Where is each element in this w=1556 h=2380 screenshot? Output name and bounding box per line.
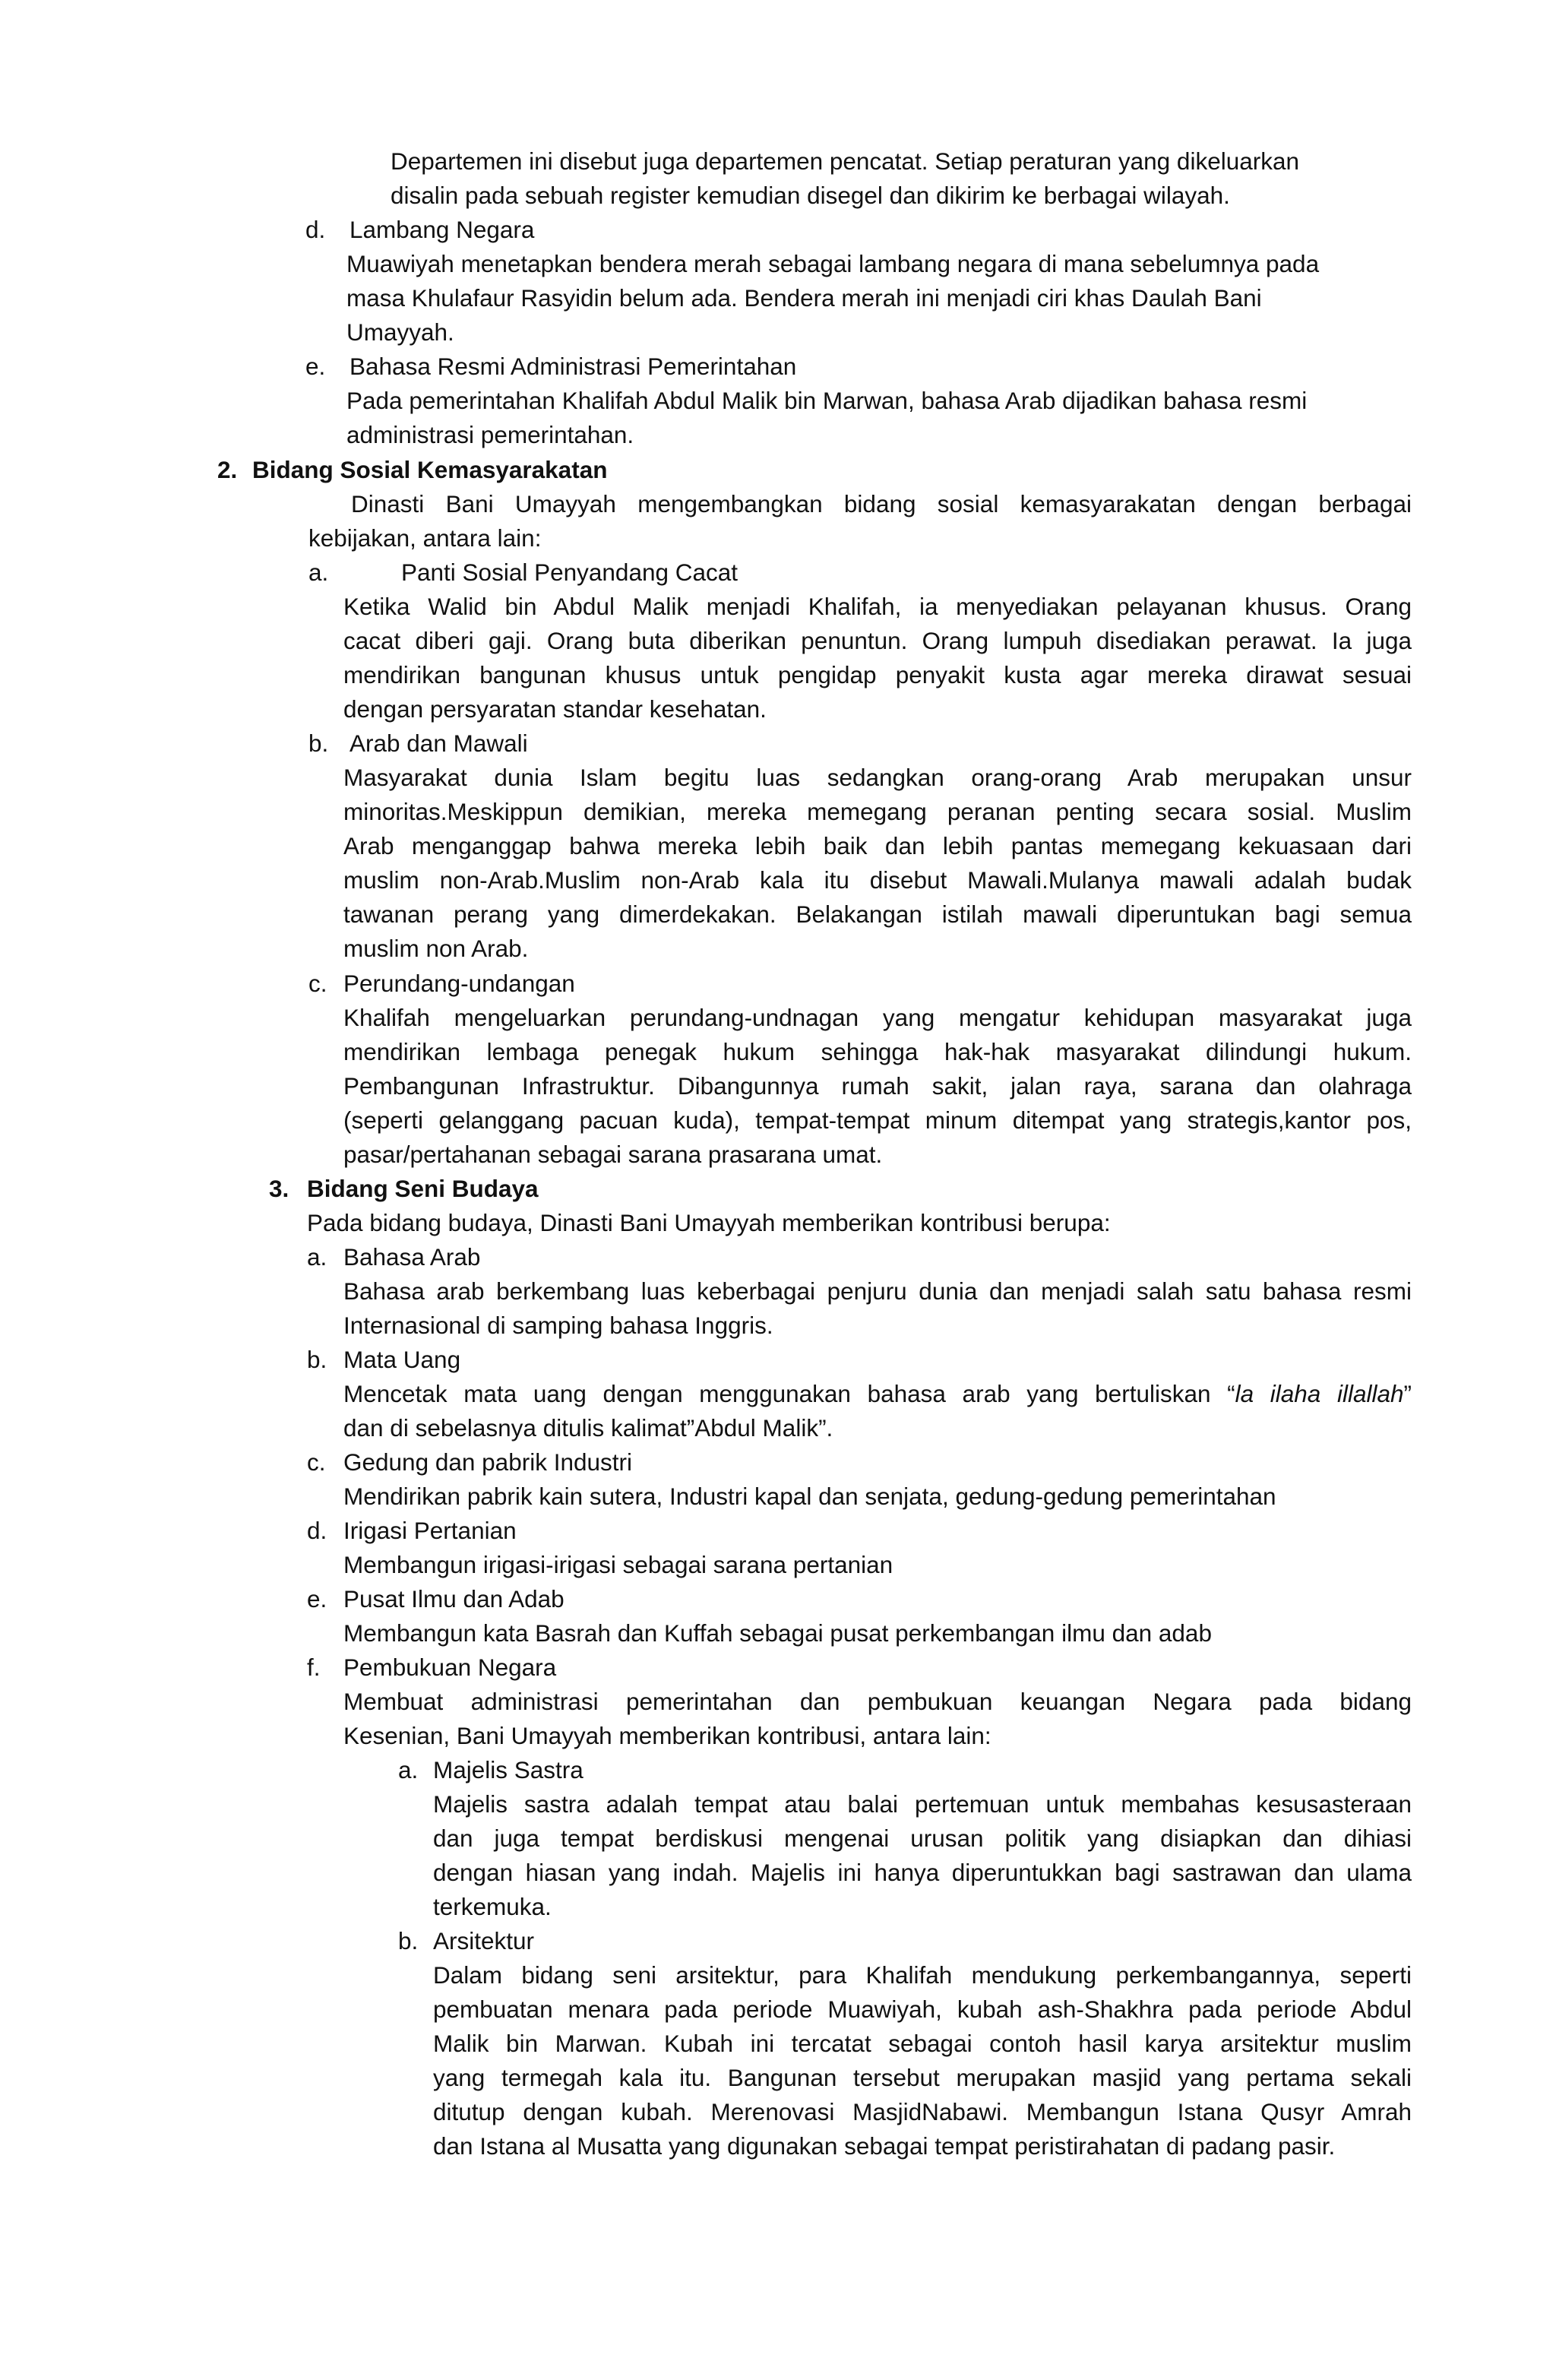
s2-item-b-heading: Arab dan Mawali — [349, 730, 528, 757]
s3-item-b-heading: Mata Uang — [343, 1346, 461, 1373]
s2-item-b-line-4: muslim non-Arab.Muslim non-Arab kala itu disebut Mawali.Mulanya mawali adalah budak — [343, 866, 1412, 894]
s2-item-c-line-3: Pembangunan Infrastruktur. Dibangunnya rumah sakit, jalan raya, sarana dan olahraga — [343, 1072, 1412, 1100]
s2-item-a-heading: Panti Sosial Penyandang Cacat — [401, 559, 738, 586]
item-e-label: e. — [305, 353, 326, 380]
s2-item-a-line-3: mendirikan bangunan khusus untuk pengidap penyakit kusta agar mereka dirawat sesuai — [343, 661, 1412, 688]
s2-item-a-label: a. — [308, 559, 329, 586]
s3-item-e-line: Membangun kata Basrah dan Kuffah sebagai pusat perkembangan ilmu dan adab — [343, 1619, 1212, 1647]
s3-sub-a-line-3: dengan hiasan yang indah. Majelis ini hanya diperuntukkan bagi sastrawan dan ulama — [433, 1859, 1412, 1886]
section-3-title: Bidang Seni Budaya — [307, 1175, 539, 1202]
item-e-heading: Bahasa Resmi Administrasi Pemerintahan — [349, 353, 797, 380]
section-2-number: 2. — [217, 456, 238, 483]
s3-item-f-line-1: Membuat administrasi pemerintahan dan pembukuan keuangan Negara pada bidang — [343, 1688, 1412, 1715]
s3-item-a-line-1: Bahasa arab berkembang luas keberbagai penjuru dunia dan menjadi salah satu bahasa resmi — [343, 1277, 1412, 1305]
s2-item-b-line-1: Masyarakat dunia Islam begitu luas sedangkan orang-orang Arab merupakan unsur — [343, 764, 1412, 791]
s3-item-e-label: e. — [307, 1585, 327, 1613]
s3-item-c-label: c. — [307, 1448, 326, 1476]
s3-item-d-line: Membangun irigasi-irigasi sebagai sarana pertanian — [343, 1551, 893, 1578]
s2-item-b-label: b. — [308, 730, 329, 757]
section-2-intro-line-1: Dinasti Bani Umayyah mengembangkan bidang sosial kemasyarakatan dengan berbagai — [351, 490, 1412, 517]
s2-item-a-line-2: cacat diberi gaji. Orang buta diberikan penuntun. Orang lumpuh disediakan perawat. Ia juga — [343, 627, 1412, 654]
s3-item-b-line-2: dan di sebelasnya ditulis kalimat”Abdul Malik”. — [343, 1414, 833, 1442]
s2-item-c-line-5: pasar/pertahanan sebagai sarana prasarana umat. — [343, 1141, 883, 1168]
s3-sub-a-line-4: terkemuka. — [433, 1893, 552, 1920]
s3-item-c-line: Mendirikan pabrik kain sutera, Industri kapal dan senjata, gedung-gedung pemerintahan — [343, 1483, 1276, 1510]
s2-item-a-line-4: dengan persyaratan standar kesehatan. — [343, 695, 767, 723]
s3-sub-a-heading: Majelis Sastra — [433, 1756, 584, 1783]
continuation-line-2: disalin pada sebuah register kemudian disegel dan dikirim ke berbagai wilayah. — [391, 182, 1230, 209]
s2-item-b-line-3: Arab menganggap bahwa mereka lebih baik dan lebih pantas memegang kekuasaan dari — [343, 832, 1412, 859]
s2-item-b-line-2: minoritas.Meskippun demikian, mereka memegang peranan penting secara sosial. Muslim — [343, 798, 1412, 825]
s3-item-c-heading: Gedung dan pabrik Industri — [343, 1448, 632, 1476]
s3-sub-b-line-5: ditutup dengan kubah. Merenovasi MasjidNabawi. Membangun Istana Qusyr Amrah — [433, 2098, 1412, 2125]
s2-item-a-line-1: Ketika Walid bin Abdul Malik menjadi Khalifah, ia menyediakan pelayanan khusus. Orang — [343, 593, 1412, 620]
s3-sub-b-line-2: pembuatan menara pada periode Muawiyah, kubah ash-Shakhra pada periode Abdul — [433, 1995, 1412, 2023]
s3-sub-a-line-2: dan juga tempat berdiskusi mengenai urusan politik yang disiapkan dan dihiasi — [433, 1825, 1412, 1852]
s3-sub-b-line-1: Dalam bidang seni arsitektur, para Khalifah mendukung perkembangannya, seperti — [433, 1961, 1412, 1989]
s3-sub-b-line-3: Malik bin Marwan. Kubah ini tercatat sebagai contoh hasil karya arsitektur muslim — [433, 2030, 1412, 2057]
section-3-number: 3. — [269, 1175, 289, 1202]
s3-item-d-label: d. — [307, 1517, 327, 1544]
s3-item-a-label: a. — [307, 1243, 327, 1271]
item-d-heading: Lambang Negara — [349, 216, 535, 243]
s3-sub-b-line-6: dan Istana al Musatta yang digunakan sebagai tempat peristirahatan di padang pasir. — [433, 2132, 1336, 2160]
s3-item-b-line-1-text: Mencetak mata uang dengan menggunakan bahasa arab yang bertuliskan “ — [343, 1380, 1235, 1407]
item-e-line-2: administrasi pemerintahan. — [346, 421, 634, 448]
s3-sub-a-label: a. — [398, 1756, 419, 1783]
s3-item-b-closing-quote: ” — [1403, 1380, 1412, 1407]
s3-sub-a-line-1: Majelis sastra adalah tempat atau balai pertemuan untuk membahas kesusasteraan — [433, 1790, 1412, 1818]
item-d-label: d. — [305, 216, 326, 243]
s3-item-f-line-2: Kesenian, Bani Umayyah memberikan kontribusi, antara lain: — [343, 1722, 991, 1749]
item-d-line-1: Muawiyah menetapkan bendera merah sebagai lambang negara di mana sebelumnya pada — [346, 250, 1320, 277]
s2-item-c-line-4: (seperti gelanggang pacuan kuda), tempat-tempat minum ditempat yang strategis,kantor pos, — [343, 1106, 1412, 1134]
s2-item-c-line-1: Khalifah mengeluarkan perundang-undnagan yang mengatur kehidupan masyarakat juga — [343, 1004, 1412, 1031]
s3-item-f-heading: Pembukuan Negara — [343, 1654, 557, 1681]
s3-item-b-line-1 — [343, 1377, 1412, 1410]
item-d-line-2: masa Khulafaur Rasyidin belum ada. Bendera merah ini menjadi ciri khas Daulah Bani — [346, 284, 1262, 312]
s3-sub-b-label: b. — [398, 1927, 419, 1954]
item-e-line-1: Pada pemerintahan Khalifah Abdul Malik bin Marwan, bahasa Arab dijadikan bahasa resmi — [346, 387, 1308, 414]
s2-item-b-line-6: muslim non Arab. — [343, 935, 529, 962]
section-3-intro: Pada bidang budaya, Dinasti Bani Umayyah memberikan kontribusi berupa: — [307, 1209, 1111, 1236]
s2-item-b-line-5: tawanan perang yang dimerdekakan. Belakangan istilah mawali diperuntukan bagi semua — [343, 900, 1412, 928]
s3-item-d-heading: Irigasi Pertanian — [343, 1517, 517, 1544]
s2-item-c-heading: Perundang-undangan — [343, 970, 575, 997]
s2-item-c-label: c. — [308, 970, 327, 997]
s3-item-e-heading: Pusat Ilmu dan Adab — [343, 1585, 565, 1613]
section-2-title: Bidang Sosial Kemasyarakatan — [252, 456, 608, 483]
section-2-intro-line-2: kebijakan, antara lain: — [308, 524, 542, 552]
continuation-line-1: Departemen ini disebut juga departemen pencatat. Setiap peraturan yang dikeluarkan — [391, 147, 1300, 175]
s3-item-b-label: b. — [307, 1346, 327, 1373]
item-d-line-3: Umayyah. — [346, 318, 454, 346]
s3-item-a-heading: Bahasa Arab — [343, 1243, 481, 1271]
s3-sub-b-line-4: yang termegah kala itu. Bangunan tersebut merupakan masjid yang pertama sekali — [433, 2064, 1412, 2091]
s3-item-b-italic-phrase: la ilaha illallah — [1235, 1380, 1404, 1407]
s3-sub-b-heading: Arsitektur — [433, 1927, 535, 1954]
s3-item-a-line-2: Internasional di samping bahasa Inggris. — [343, 1312, 773, 1339]
s2-item-c-line-2: mendirikan lembaga penegak hukum sehingga hak-hak masyarakat dilindungi hukum. — [343, 1038, 1412, 1065]
s3-item-f-label: f. — [307, 1654, 321, 1681]
